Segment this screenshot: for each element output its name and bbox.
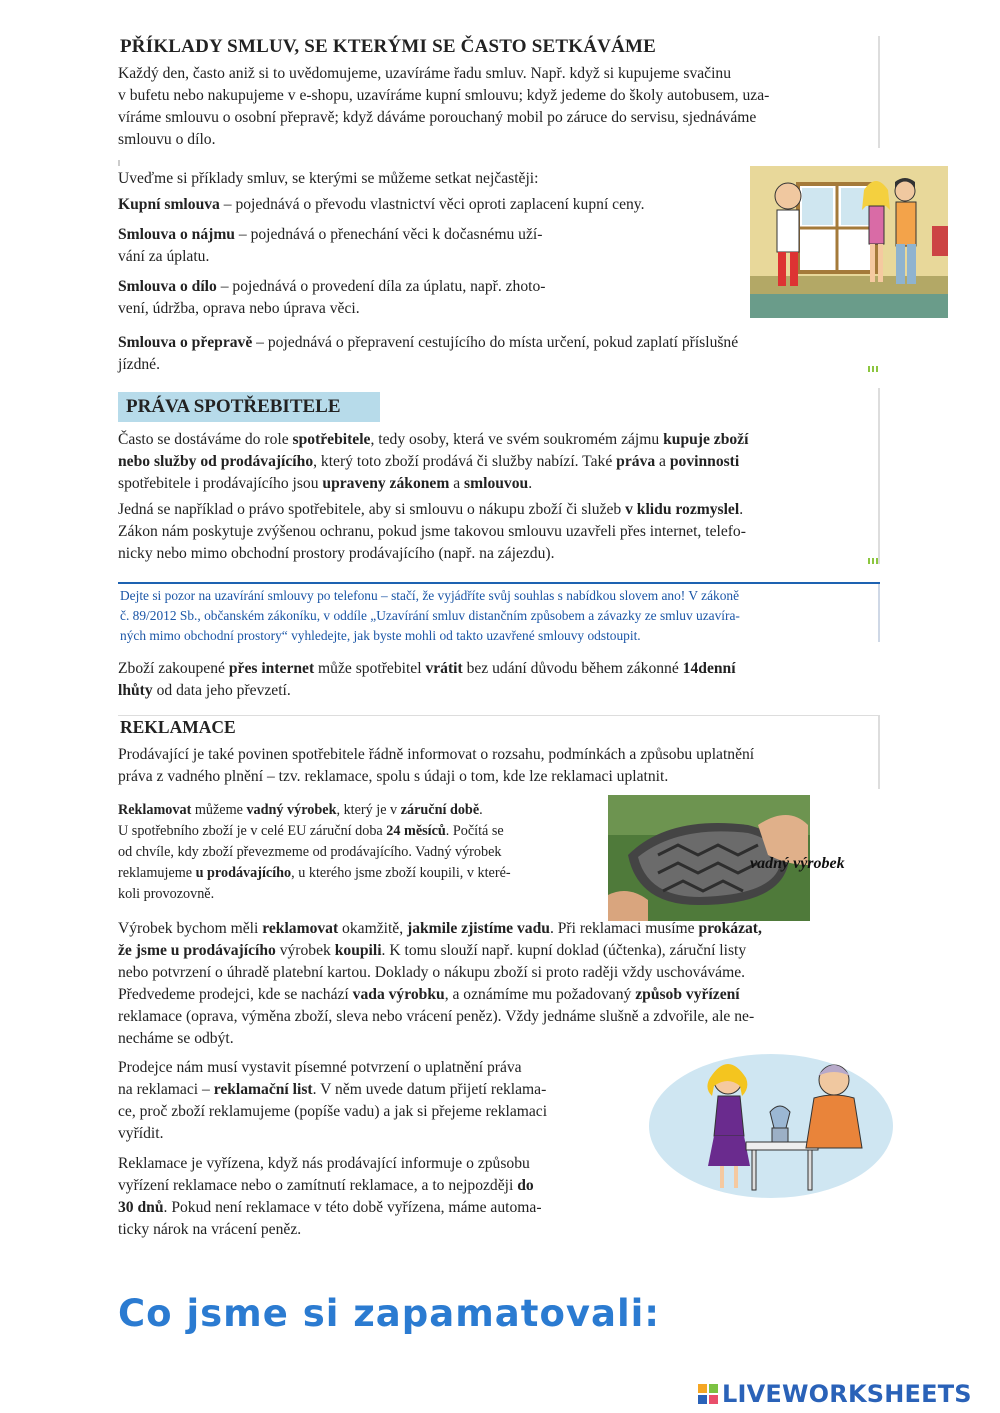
text-span: výrobek	[275, 942, 335, 959]
complaint-form-paragraph	[118, 1057, 633, 1241]
bold-term: u prodávajícího	[195, 865, 292, 881]
text-span: koli provozovně.	[118, 886, 215, 902]
bold-term: lhůty	[118, 682, 153, 699]
contract-term: Smlouva o přepravě	[118, 334, 253, 351]
bold-term: vadný výrobek	[246, 802, 337, 818]
text-span: může spotřebitel	[314, 660, 426, 677]
text-span: reklamace (oprava, výměna zboží, sleva nebo vrácení peněz). Vždy jednáme slušně a zdvořile, ale ne-	[118, 1008, 755, 1025]
contract-desc: vení, údržba, oprava nebo úprava věci.	[118, 300, 360, 317]
complaints-intro	[118, 744, 880, 788]
bold-term: povinnosti	[669, 453, 740, 470]
text-span: .	[528, 475, 533, 492]
contract-desc: vání za úplatu.	[118, 248, 210, 265]
text-span: vyřídit.	[118, 1125, 164, 1142]
text-span: Předvedeme prodejci, kde se nachází	[118, 986, 353, 1003]
text-span: vyřízení reklamace nebo o zamítnutí reklamace, a to nejpozději	[118, 1177, 518, 1194]
bold-term: 14denní	[682, 660, 736, 677]
text-span: reklamujeme	[118, 865, 196, 881]
bold-term: vrátit	[425, 660, 463, 677]
text-span: . V něm uvede datum přijetí reklama-	[312, 1081, 547, 1098]
summary-heading: Co jsme si zapamatovali:	[118, 1292, 661, 1335]
text-span: od data jeho převzetí.	[152, 682, 291, 699]
text-span: Prodejce nám musí vystavit písemné potvrzení o uplatnění práva	[118, 1059, 522, 1076]
text-span: od chvíle, kdy zboží převezmeme od prodávajícího. Vadný výrobek	[118, 844, 502, 860]
text-span: bez udání důvodu během zákonné	[462, 660, 683, 677]
contract-desc: jízdné.	[118, 356, 160, 373]
bold-term: přes internet	[228, 660, 315, 677]
intro-line: práva z vadného plnění – tzv. reklamace, spolu s údaji o tom, kde lze reklamaci uplatnit.	[118, 768, 669, 785]
contract-item	[118, 276, 758, 320]
bold-term: způsob vyřízení	[635, 986, 740, 1003]
shoe-caption: vadný výrobek	[750, 855, 845, 872]
text-span: Reklamace je vyřízena, když nás prodávající informuje o způsobu	[118, 1155, 530, 1172]
section-title-consumer-rights: PRÁVA SPOTŘEBITELE	[126, 396, 341, 417]
contract-item	[118, 332, 880, 376]
intro-line: v bufetu nebo nakupujeme v e-shopu, uzavíráme kupní smlouvu; když jedeme do školy autobusem, uza-	[118, 87, 770, 104]
couple-cartoon-image	[750, 166, 948, 318]
bold-term: prokázat,	[698, 920, 762, 937]
bold-term: práva	[616, 453, 656, 470]
contract-term: Smlouva o nájmu	[118, 226, 235, 243]
divider	[118, 715, 880, 716]
text-span: na reklamaci –	[118, 1081, 214, 1098]
liveworksheets-logo	[698, 1380, 972, 1408]
contract-term: Smlouva o dílo	[118, 278, 217, 295]
text-span: Zboží zakoupené	[118, 660, 229, 677]
text-span: . Při reklamaci musíme	[549, 920, 699, 937]
contracts-lead: Uveďme si příklady smluv, se kterými se můžeme setkat nejčastěji:	[118, 170, 539, 187]
text-span: . Počítá se	[445, 823, 504, 839]
text-span: ticky nárok na vrácení peněz.	[118, 1221, 302, 1238]
warranty-paragraph	[118, 800, 593, 905]
text-span: a	[449, 475, 465, 492]
text-span: U spotřebního zboží je v celé EU záruční doba	[118, 823, 387, 839]
text-span: nicky nebo mimo obchodní prostory prodávajícího (např. na zájezdu).	[118, 545, 555, 562]
bold-term: spotřebitele	[292, 431, 371, 448]
note-line: č. 89/2012 Sb., občanském zákoníku, v oddíle „Uzavírání smluv distančním způsobem a závazky ze smluv uzavíra-	[120, 608, 740, 623]
bold-term: Reklamovat	[118, 802, 192, 818]
bold-term: vada výrobku	[352, 986, 445, 1003]
text-span: ce, proč zboží reklamujeme (popíše vadu) a jak si přejeme reklamaci	[118, 1103, 548, 1120]
contract-item	[118, 194, 758, 216]
bold-term: nebo služby od prodávajícího	[118, 453, 314, 470]
intro-paragraph	[118, 63, 878, 151]
text-span: , který je v	[336, 802, 401, 818]
text-span: . Pokud není reklamace v této době vyřízena, máme automa-	[163, 1199, 542, 1216]
bold-term: reklamační list	[213, 1081, 313, 1098]
contract-term: Kupní smlouva	[118, 196, 220, 213]
text-span: okamžitě,	[338, 920, 408, 937]
text-span: Výrobek bychom měli	[118, 920, 263, 937]
text-span: Často se dostáváme do role	[118, 431, 293, 448]
bold-term: 30 dnů	[118, 1199, 164, 1216]
contract-desc: – pojednává o převodu vlastnictví věci oproti zaplacení kupní ceny.	[219, 196, 645, 213]
text-span: , tedy osoby, která ve svém soukromém zájmu	[370, 431, 664, 448]
corner-dots	[868, 366, 878, 372]
text-span: necháme se odbýt.	[118, 1030, 234, 1047]
contract-desc: – pojednává o přepravení cestujícího do místa určení, pokud zaplatí příslušné	[252, 334, 739, 351]
intro-line: víráme smlouvu o osobní přepravě; když dáváme porouchaný mobil po záruce do servisu, sjednáváme	[118, 109, 757, 126]
text-span: Zákon nám poskytuje zvýšenou ochranu, pokud jsme takovou smlouvu uzavřeli přes internet, telefo-	[118, 523, 746, 540]
divider	[878, 36, 880, 148]
bold-term: reklamovat	[262, 920, 339, 937]
section-title-contracts: PŘÍKLADY SMLUV, SE KTERÝMI SE ČASTO SETKÁVÁME	[120, 36, 656, 57]
text-span: Jedná se například o právo spotřebitele, aby si smlouvu o nákupu zboží či služeb	[118, 501, 626, 518]
intro-line: Každý den, často aniž si to uvědomujeme, uzavíráme řadu smluv. Např. když si kupujeme svačinu	[118, 65, 732, 82]
contract-item	[118, 224, 758, 268]
text-span: nebo potvrzení o úhradě platební kartou. Doklady o nákupu zboží si proto raději vždy uschováváme.	[118, 964, 746, 981]
logo-text: LIVEWORKSHEETS	[722, 1380, 972, 1408]
bold-term: koupili	[334, 942, 382, 959]
text-span: , který toto zboží prodává či služby nabízí. Také	[313, 453, 617, 470]
bold-term: že jsme u prodávajícího	[118, 942, 276, 959]
internet-return-paragraph	[118, 658, 880, 702]
bold-term: jakmile zjistíme vadu	[407, 920, 550, 937]
contracts-list	[118, 168, 758, 320]
text-span: můžeme	[191, 802, 247, 818]
bold-term: do	[517, 1177, 534, 1194]
corner-dots	[868, 558, 878, 564]
bold-term: smlouvou	[464, 475, 529, 492]
bold-term: 24 měsíců	[386, 823, 446, 839]
complaint-cartoon-image	[648, 1052, 894, 1200]
divider	[878, 584, 880, 642]
intro-line: smlouvu o dílo.	[118, 131, 216, 148]
divider	[118, 160, 120, 166]
warning-note	[118, 582, 880, 644]
bold-term: záruční době	[400, 802, 480, 818]
text-span: .	[479, 802, 483, 818]
text-span: . K tomu slouží např. kupní doklad (účtenka), záruční listy	[381, 942, 747, 959]
logo-mark-icon	[698, 1384, 718, 1404]
text-span: spotřebitele i prodávajícího jsou	[118, 475, 323, 492]
section-title-complaints: REKLAMACE	[120, 717, 236, 737]
text-span: , a oznámíme mu požadovaný	[444, 986, 636, 1003]
intro-line: Prodávající je také povinen spotřebitele řádně informovat o rozsahu, podmínkách a způsobu uplatnění	[118, 746, 755, 763]
consumer-paragraph	[118, 429, 880, 565]
bold-term: kupuje zboží	[663, 431, 749, 448]
note-line: Dejte si pozor na uzavírání smlouvy po telefonu – stačí, že vyjádříte svůj souhlas s nabídkou slovem ano! V zákoně	[120, 588, 740, 603]
note-line: ných mimo obchodní prostory“ vyhledejte, jak byste mohli od takto uzavřené smlouvy odstoupit.	[120, 628, 641, 643]
text-span: , u kterého jsme zboží koupili, v které-	[291, 865, 511, 881]
text-span: a	[655, 453, 670, 470]
contract-desc: – pojednává o provedení díla za úplatu, např. zhoto-	[216, 278, 546, 295]
bold-term: v klidu rozmyslel	[625, 501, 740, 518]
text-span: .	[739, 501, 744, 518]
complaint-procedure-paragraph	[118, 918, 880, 1050]
bold-term: upraveny zákonem	[322, 475, 450, 492]
contract-desc: – pojednává o přenechání věci k dočasnému uží-	[234, 226, 543, 243]
